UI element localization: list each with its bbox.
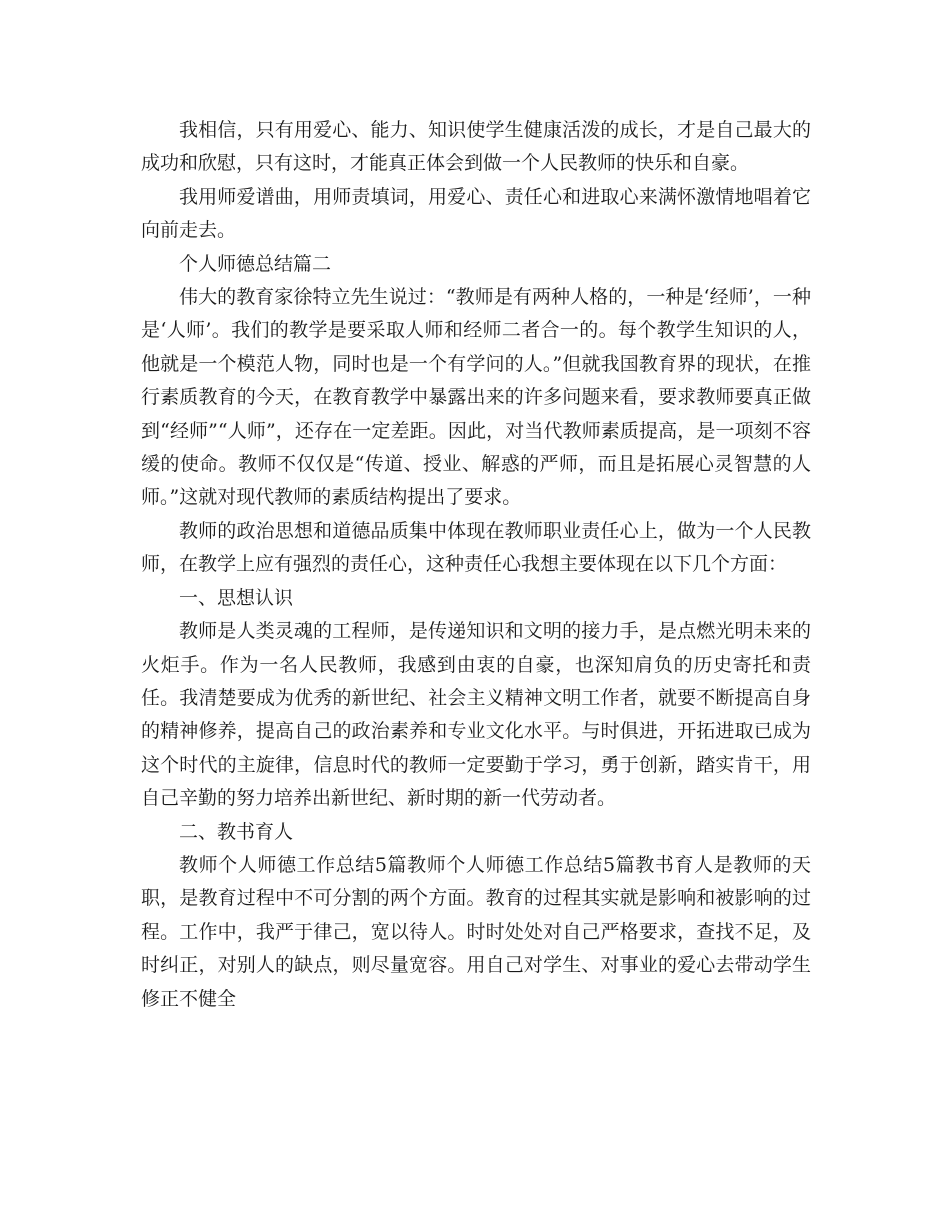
section-heading-thought: 一、思想认识 [179, 586, 294, 609]
paragraph-engineer-of-souls: 教师是人类灵魂的工程师，是传递知识和文明的接力手，是点燃光明未来的火炬手。作为一名人民教师，我感到由衷的自豪，也深知肩负的历史寄托和责任。我清楚要成为优秀的新世纪、社会主义精神文明工作者，就要不断提高自身的精神修养，提高自己的政治素养和专业文化水平。与时俱进，开拓进取已成为这个时代的主旋律，信息时代的教师一定要勤于学习，勇于创新，踏实肯干，用自己辛勤的努力培养出新世纪、新时期的新一代劳动者。 [141, 620, 811, 810]
paragraph-teaching-and-educating: 教师个人师德工作总结5篇教师个人师德工作总结5篇教书育人是教师的天职，是教育过程中不可分割的两个方面。教育的过程其实就是影响和被影响的过程。工作中，我严于律己，宽以待人。时时处处对自己严格要求，查找不足，及时纠正，对别人的缺点，则尽量宽容。用自己对学生、对事业的爱心去带动学生修正不健全 [141, 853, 811, 1010]
paragraph-belief: 我相信，只有用爱心、能力、知识使学生健康活泼的成长，才是自己最大的成功和欣慰，只有这时，才能真正体会到做一个人民教师的快乐和自豪。 [141, 119, 811, 175]
section-heading-teaching: 二、教书育人 [179, 820, 294, 843]
paragraph-xu-teli-quote: 伟大的教育家徐特立先生说过：“教师是有两种人格的，一种是‘经师’，一种是‘人师’。我们的教学是要采取人师和经师二者合一的。每个教学生知识的人，他就是一个模范人物，同时也是一个有学问的人。”但就我国教育界的现状，在推行素质教育的今天，在教育教学中暴露出来的许多问题来看，要求教师要真正做到“经师”“人师”，还存在一定差距。因此，对当代教师素质提高，是一项刻不容缓的使命。教师不仅仅是“传道、授业、解惑的严师，而且是拓展心灵智慧的人师。”这就对现代教师的素质结构提出了要求。 [141, 286, 811, 509]
section-heading-part-two: 个人师德总结篇二 [179, 252, 332, 275]
document-body [141, 114, 811, 1016]
paragraph-song: 我用师爱谱曲，用师责填词，用爱心、责任心和进取心来满怀激情地唱着它向前走去。 [141, 185, 811, 242]
paragraph-responsibility: 教师的政治思想和道德品质集中体现在教师职业责任心上，做为一个人民教师，在教学上应有强烈的责任心，这种责任心我想主要体现在以下几个方面： [141, 519, 811, 576]
